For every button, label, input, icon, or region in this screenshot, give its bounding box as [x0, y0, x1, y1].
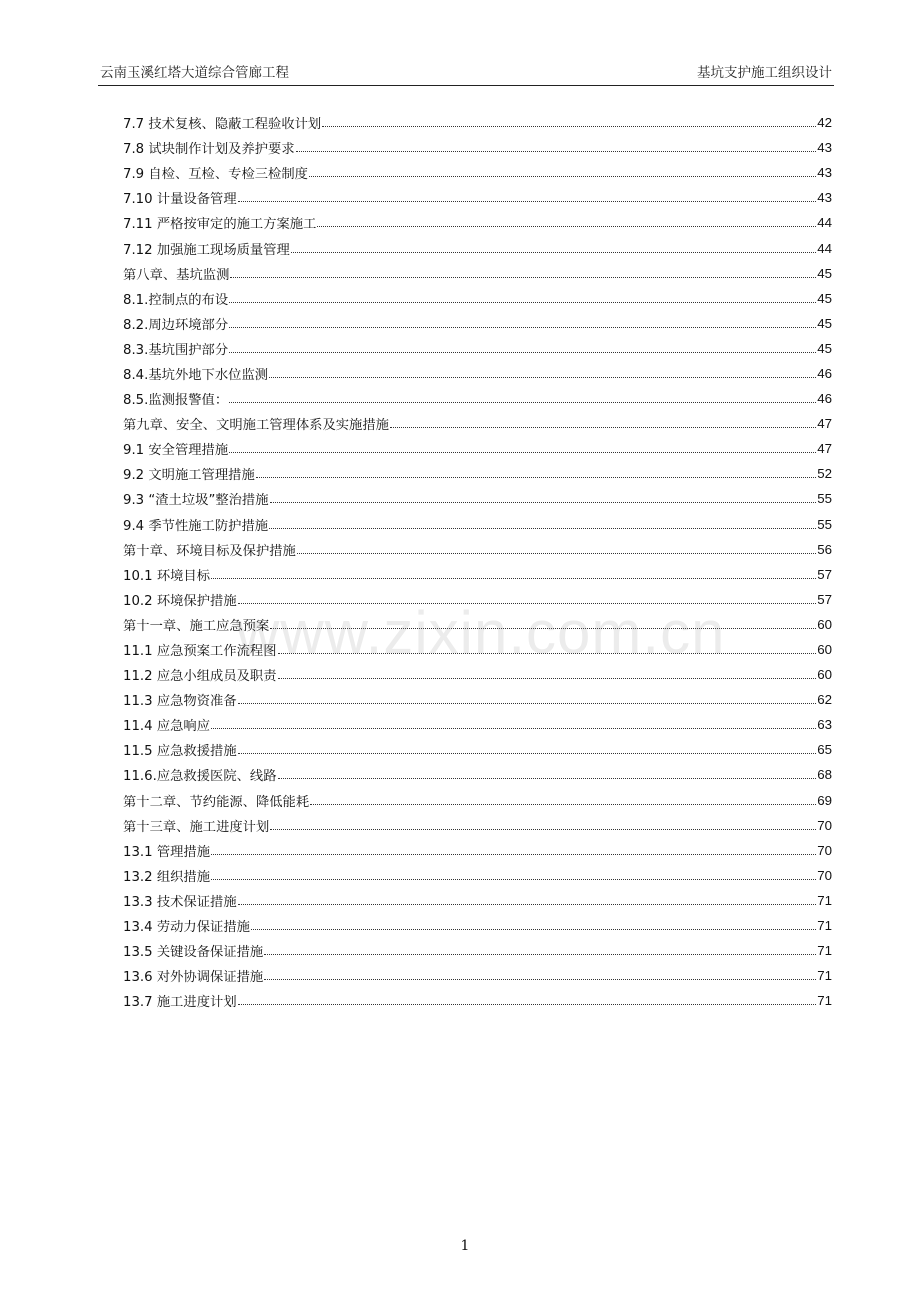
- toc-entry-page: 70: [817, 867, 832, 883]
- toc-dot-leader: [238, 753, 817, 754]
- toc-dot-leader: [296, 151, 817, 152]
- toc-dot-leader: [229, 302, 816, 303]
- watermark: www.zixin.com.cn: [236, 599, 726, 666]
- toc-entry[interactable]: [123, 838, 832, 863]
- toc-entry-title: 7.8 试块制作计划及养护要求: [123, 142, 295, 158]
- toc-entry-page: 68: [817, 767, 832, 783]
- toc-dot-leader: [278, 778, 817, 779]
- toc-entry-title: 第十章、环境目标及保护措施: [123, 543, 296, 559]
- toc-entry-title: 第八章、基坑监测: [123, 267, 230, 283]
- toc-dot-leader: [229, 327, 816, 328]
- toc-dot-leader: [310, 804, 816, 805]
- toc-entry[interactable]: [123, 712, 832, 737]
- toc-dot-leader: [264, 979, 816, 980]
- toc-entry-page: 60: [817, 616, 832, 632]
- toc-dot-leader: [278, 653, 817, 654]
- toc-entry-title: 11.6.应急救援医院、线路: [123, 769, 277, 785]
- toc-entry[interactable]: [123, 235, 832, 260]
- toc-entry-page: 60: [817, 667, 832, 683]
- toc-entry-title: 7.7 技术复核、隐蔽工程验收计划: [123, 117, 322, 133]
- toc-entry-page: 43: [817, 165, 832, 181]
- toc-entry-title: 7.11 严格按审定的施工方案施工: [123, 217, 317, 233]
- toc-entry[interactable]: [123, 261, 832, 286]
- toc-entry-page: 55: [817, 491, 832, 507]
- toc-dot-leader: [270, 628, 816, 629]
- toc-entry-page: 62: [817, 692, 832, 708]
- toc-entry[interactable]: [123, 562, 832, 587]
- toc-entry-title: 第十二章、节约能源、降低能耗: [123, 794, 310, 810]
- toc-entry-page: 45: [817, 315, 832, 331]
- toc-dot-leader: [211, 578, 816, 579]
- toc-entry-page: 52: [817, 466, 832, 482]
- toc-entry[interactable]: [123, 512, 832, 537]
- toc-dot-leader: [317, 226, 816, 227]
- toc-dot-leader: [238, 603, 817, 604]
- toc-entry-page: 57: [817, 591, 832, 607]
- toc-entry-page: 45: [817, 340, 832, 356]
- toc-entry[interactable]: [123, 938, 832, 963]
- toc-entry[interactable]: [123, 537, 832, 562]
- toc-dot-leader: [269, 528, 816, 529]
- toc-entry[interactable]: [123, 587, 832, 612]
- toc-entry-page: 70: [817, 842, 832, 858]
- header-document-title: 基坑支护施工组织设计: [697, 65, 832, 81]
- toc-dot-leader: [309, 176, 816, 177]
- toc-entry-page: 57: [817, 566, 832, 582]
- toc-entry-page: 55: [817, 516, 832, 532]
- toc-entry-title: 13.6 对外协调保证措施: [123, 970, 264, 986]
- toc-entry-title: 8.4.基坑外地下水位监测: [123, 367, 269, 383]
- toc-dot-leader: [269, 377, 816, 378]
- toc-entry[interactable]: [123, 988, 832, 1013]
- toc-entry-title: 9.3 “渣土垃圾”整治措施: [123, 493, 269, 509]
- toc-entry-title: 13.5 关键设备保证措施: [123, 945, 264, 961]
- toc-entry[interactable]: [123, 461, 832, 486]
- toc-dot-leader: [270, 829, 816, 830]
- toc-dot-leader: [229, 402, 816, 403]
- toc-entry[interactable]: [123, 762, 832, 787]
- toc-entry-page: 71: [817, 993, 832, 1009]
- toc-entry-title: 13.4 劳动力保证措施: [123, 920, 250, 936]
- toc-entry[interactable]: [123, 813, 832, 838]
- header-project-title: 云南玉溪红塔大道综合管廊工程: [100, 65, 289, 81]
- toc-entry-page: 43: [817, 190, 832, 206]
- toc-dot-leader: [238, 201, 817, 202]
- toc-entry[interactable]: [123, 737, 832, 762]
- toc-entry-title: 11.1 应急预案工作流程图: [123, 644, 277, 660]
- toc-entry-title: 7.10 计量设备管理: [123, 192, 237, 208]
- toc-entry-page: 42: [817, 115, 832, 131]
- toc-entry[interactable]: [123, 411, 832, 436]
- toc-entry-title: 9.4 季节性施工防护措施: [123, 518, 269, 534]
- toc-entry-title: 8.5.监测报警值：: [123, 393, 229, 409]
- toc-entry[interactable]: [123, 486, 832, 511]
- toc-dot-leader: [229, 452, 816, 453]
- toc-entry-title: 7.12 加强施工现场质量管理: [123, 242, 290, 258]
- toc-dot-leader: [297, 553, 816, 554]
- toc-entry-page: 56: [817, 541, 832, 557]
- toc-entry-title: 8.3.基坑围护部分: [123, 342, 229, 358]
- toc-dot-leader: [256, 477, 816, 478]
- toc-dot-leader: [270, 502, 817, 503]
- toc-entry-title: 13.2 组织措施: [123, 869, 211, 885]
- toc-entry[interactable]: [123, 612, 832, 637]
- toc-entry-page: 71: [817, 918, 832, 934]
- toc-entry[interactable]: [123, 788, 832, 813]
- toc-dot-leader: [291, 252, 816, 253]
- toc-entry-page: 43: [817, 140, 832, 156]
- toc-entry[interactable]: [123, 637, 832, 662]
- toc-dot-leader: [238, 703, 817, 704]
- toc-dot-leader: [278, 678, 817, 679]
- toc-entry-title: 11.4 应急响应: [123, 719, 211, 735]
- toc-entry-title: 第十一章、施工应急预案: [123, 618, 270, 634]
- toc-entry-title: 10.1 环境目标: [123, 568, 211, 584]
- toc-entry-page: 45: [817, 290, 832, 306]
- toc-entry-page: 46: [817, 365, 832, 381]
- toc-dot-leader: [322, 126, 816, 127]
- toc-entry-title: 8.1.控制点的布设: [123, 292, 229, 308]
- toc-entry[interactable]: [123, 110, 832, 135]
- toc-entry-title: 10.2 环境保护措施: [123, 593, 237, 609]
- toc-entry[interactable]: [123, 963, 832, 988]
- toc-entry[interactable]: [123, 361, 832, 386]
- toc-entry-title: 第九章、安全、文明施工管理体系及实施措施: [123, 418, 389, 434]
- toc-entry[interactable]: [123, 135, 832, 160]
- toc-entry[interactable]: [123, 210, 832, 235]
- toc-entry-page: 65: [817, 742, 832, 758]
- toc-entry-page: 47: [817, 441, 832, 457]
- toc-dot-leader: [211, 728, 816, 729]
- table-of-contents: [123, 110, 832, 1013]
- toc-entry-page: 44: [817, 240, 832, 256]
- toc-entry-title: 8.2.周边环境部分: [123, 317, 229, 333]
- toc-dot-leader: [251, 929, 816, 930]
- toc-entry[interactable]: [123, 662, 832, 687]
- toc-entry-title: 第十三章、施工进度计划: [123, 819, 270, 835]
- toc-entry[interactable]: [123, 185, 832, 210]
- toc-entry-page: 71: [817, 968, 832, 984]
- toc-entry[interactable]: [123, 286, 832, 311]
- toc-entry-title: 13.1 管理措施: [123, 844, 211, 860]
- toc-entry[interactable]: [123, 888, 832, 913]
- toc-entry[interactable]: [123, 436, 832, 461]
- toc-entry[interactable]: [123, 160, 832, 185]
- toc-entry-page: 70: [817, 817, 832, 833]
- toc-entry-page: 47: [817, 416, 832, 432]
- toc-entry-page: 60: [817, 642, 832, 658]
- toc-entry-title: 11.3 应急物资准备: [123, 694, 237, 710]
- toc-entry[interactable]: [123, 913, 832, 938]
- toc-entry-page: 69: [817, 792, 832, 808]
- toc-entry-page: 71: [817, 943, 832, 959]
- toc-dot-leader: [238, 1004, 817, 1005]
- toc-entry-title: 11.2 应急小组成员及职责: [123, 669, 277, 685]
- toc-entry-page: 63: [817, 717, 832, 733]
- toc-entry[interactable]: [123, 386, 832, 411]
- toc-entry-page: 44: [817, 215, 832, 231]
- toc-dot-leader: [264, 954, 816, 955]
- toc-entry-page: 46: [817, 391, 832, 407]
- toc-dot-leader: [238, 904, 817, 905]
- page-number: 1: [460, 1238, 470, 1254]
- toc-dot-leader: [230, 277, 816, 278]
- toc-entry-title: 9.2 文明施工管理措施: [123, 468, 255, 484]
- toc-dot-leader: [211, 854, 816, 855]
- page-header: [98, 64, 834, 86]
- toc-dot-leader: [390, 427, 816, 428]
- toc-entry-title: 11.5 应急救援措施: [123, 744, 237, 760]
- toc-entry[interactable]: [123, 863, 832, 888]
- toc-dot-leader: [229, 352, 816, 353]
- toc-entry-title: 13.7 施工进度计划: [123, 995, 237, 1011]
- toc-entry-title: 7.9 自检、互检、专检三检制度: [123, 167, 308, 183]
- toc-entry-title: 9.1 安全管理措施: [123, 443, 229, 459]
- toc-entry-title: 13.3 技术保证措施: [123, 894, 237, 910]
- toc-dot-leader: [211, 879, 816, 880]
- toc-entry[interactable]: [123, 687, 832, 712]
- toc-entry-page: 71: [817, 892, 832, 908]
- toc-entry-page: 45: [817, 265, 832, 281]
- toc-entry[interactable]: [123, 311, 832, 336]
- toc-entry[interactable]: [123, 336, 832, 361]
